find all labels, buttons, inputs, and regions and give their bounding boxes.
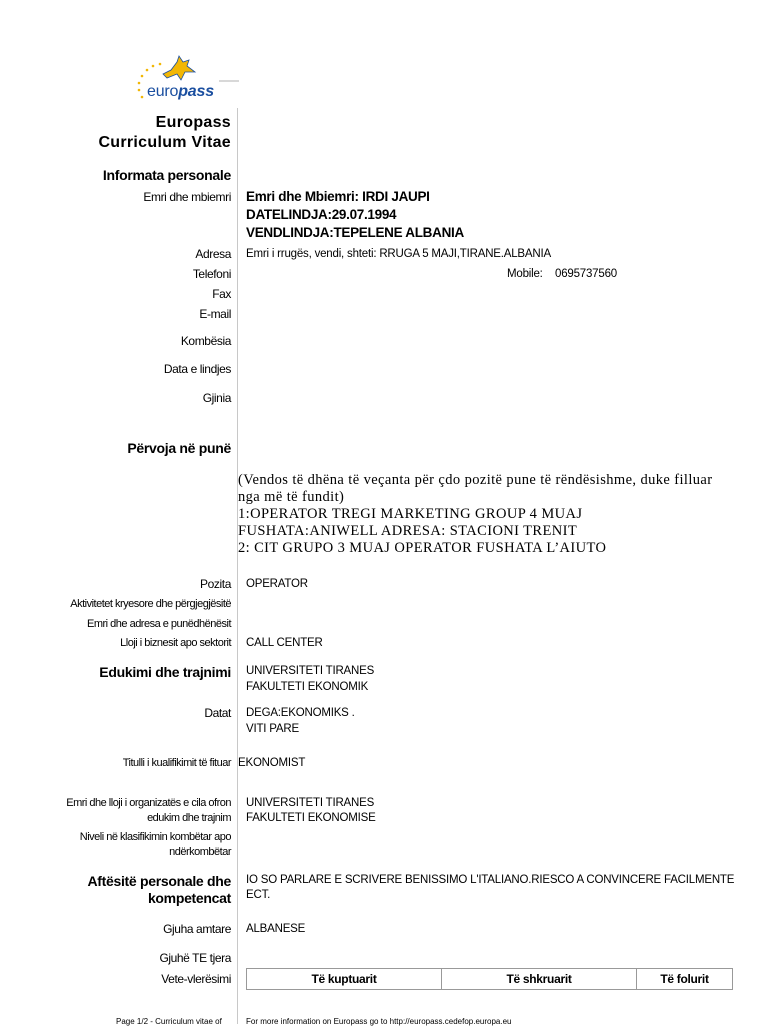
section-title-experience: Përvoja në punë: [127, 440, 231, 456]
language-table: [246, 968, 733, 990]
address-label: Adresa: [195, 247, 231, 261]
mother-tongue-value: ALBANESE: [246, 923, 306, 935]
organization-value-2: FAKULTETI EKONOMISE: [246, 812, 376, 824]
doc-title-cv: Curriculum Vitae: [98, 134, 231, 151]
doc-title-europass: Europass: [155, 114, 231, 131]
column-divider: [237, 108, 238, 1024]
footer-link[interactable]: For more information on Europass go to http://europass.cedefop.europa.eu: [246, 1017, 512, 1026]
experience-line-4: FUSHATA:ANIWELL ADRESA: STACIONI TRENIT: [238, 523, 578, 539]
education-value-2: FAKULTETI EKONOMIK: [246, 681, 369, 693]
nationality-label: Kombësia: [180, 334, 231, 348]
fax-label: Fax: [212, 287, 231, 301]
section-title-skills-2: kompetencat: [147, 890, 231, 906]
phone-label: Telefoni: [192, 267, 231, 281]
position-value: OPERATOR: [246, 578, 308, 590]
birthplace-value: VENDLINDJA:TEPELENE ALBANIA: [246, 225, 464, 240]
table-header-writing: Të shkruarit: [442, 969, 637, 989]
name-value: Emri dhe Mbiemri: IRDI JAUPI: [246, 189, 430, 204]
experience-line-5: 2: CIT GRUPO 3 MUAJ OPERATOR FUSHATA L’AIUTO: [238, 540, 607, 556]
section-title-education: Edukimi dhe trajnimi: [99, 664, 231, 680]
experience-line-1: (Vendos të dhëna të veçanta për çdo pozitë pune të rëndësishme, duke filluar: [238, 472, 713, 488]
skills-value-2: ECT.: [246, 889, 271, 901]
mobile-value: 0695737560: [555, 268, 617, 280]
level-label-2: ndërkombëtar: [169, 846, 231, 858]
dates-label: Datat: [204, 706, 231, 720]
activities-label: Aktivitetet kryesore dhe përgjegjësitë: [70, 598, 231, 610]
birthdate-value: DATELINDJA:29.07.1994: [246, 207, 397, 222]
other-languages-label: Gjuhë TE tjera: [159, 951, 231, 965]
position-label: Pozita: [200, 577, 231, 591]
employer-label: Emri dhe adresa e punëdhënësit: [87, 618, 231, 630]
level-label-1: Niveli në klasifikimin kombëtar apo: [79, 831, 231, 843]
skills-value-1: IO SO PARLARE E SCRIVERE BENISSIMO L'ITALIANO.RIESCO A CONVINCERE FACILMENTE: [246, 874, 735, 886]
table-header-speaking: Të folurit: [660, 972, 709, 986]
dates-value-1: DEGA:EKONOMIKS .: [246, 707, 355, 719]
education-value-1: UNIVERSITETI TIRANES: [246, 665, 375, 677]
experience-line-3: 1:OPERATOR TREGI MARKETING GROUP 4 MUAJ: [238, 506, 583, 522]
address-value: Emri i rrugës, vendi, shteti: RRUGA 5 MAJI,TIRANE.ALBANIA: [246, 248, 551, 260]
qualification-label: Titulli i kualifikimit të fituar: [122, 757, 231, 769]
gender-label: Gjinia: [202, 391, 231, 405]
logo-suffix: pass: [178, 83, 214, 100]
organization-label-2: edukim dhe trajnim: [147, 812, 231, 824]
experience-line-2: nga më të fundit): [238, 489, 345, 505]
sector-label: Lloji i biznesit apo sektorit: [120, 637, 231, 649]
europass-logo: [147, 83, 214, 101]
organization-label-1: Emri dhe lloji i organizatës e cila ofron: [66, 797, 231, 809]
footer-page-info: Page 1/2 - Curriculum vitae of: [116, 1017, 222, 1026]
logo-prefix: euro: [147, 83, 179, 100]
qualification-value: EKONOMIST: [238, 757, 306, 769]
mobile-label: Mobile:: [507, 268, 543, 280]
mother-tongue-label: Gjuha amtare: [163, 922, 231, 936]
dates-value-2: VITI PARE: [246, 723, 299, 735]
section-title-personal: Informata personale: [102, 167, 231, 183]
table-header-understanding: Të kuptuarit: [247, 969, 442, 989]
name-label: Emri dhe mbiemri: [143, 190, 231, 204]
organization-value-1: UNIVERSITETI TIRANES: [246, 797, 375, 809]
section-title-skills-1: Aftësitë personale dhe: [87, 873, 231, 889]
birthdate-label: Data e lindjes: [163, 362, 231, 376]
email-label: E-mail: [199, 307, 231, 321]
sector-value: CALL CENTER: [246, 637, 323, 649]
self-assessment-label: Vete-vlerësimi: [161, 972, 231, 986]
